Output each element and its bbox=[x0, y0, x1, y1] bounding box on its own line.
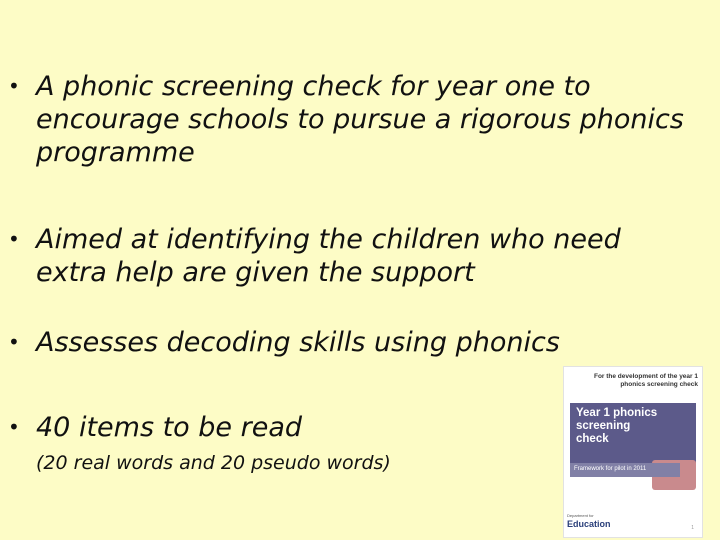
bullet-text: 40 items to be read bbox=[36, 412, 303, 443]
cover-header-line: For the development of the year 1 bbox=[593, 373, 698, 380]
cover-header-line: phonics screening check bbox=[620, 381, 698, 388]
bullet-text: A phonic screening check for year one to encourage schools to pursue a rigorous phonics programme bbox=[36, 71, 684, 168]
bullet-item bbox=[8, 326, 688, 359]
bullet-dot: • bbox=[8, 74, 20, 98]
booklet-cover-image bbox=[563, 366, 703, 538]
cover-header bbox=[594, 373, 698, 389]
bullet-dot: • bbox=[8, 227, 20, 251]
education-logo: Education bbox=[567, 519, 611, 529]
bullet-item bbox=[8, 223, 688, 289]
bullet-item bbox=[8, 70, 688, 169]
bullet-text: Assesses decoding skills using phonics bbox=[36, 327, 560, 358]
bullet-text: Aimed at identifying the children who need extra help are given the support bbox=[36, 224, 621, 288]
cover-page-number: 1 bbox=[691, 525, 694, 531]
cover-title-band bbox=[570, 403, 696, 463]
cover-logo-caption: Department for bbox=[567, 513, 594, 518]
bullet-dot: • bbox=[8, 330, 20, 354]
cover-subtitle: Framework for pilot in 2011 bbox=[574, 466, 647, 472]
sub-note: (20 real words and 20 pseudo words) bbox=[36, 452, 391, 474]
cover-subtitle-strip bbox=[570, 463, 680, 477]
cover-title: Year 1 phonics screening check bbox=[576, 407, 658, 445]
bullet-dot: • bbox=[8, 415, 20, 439]
